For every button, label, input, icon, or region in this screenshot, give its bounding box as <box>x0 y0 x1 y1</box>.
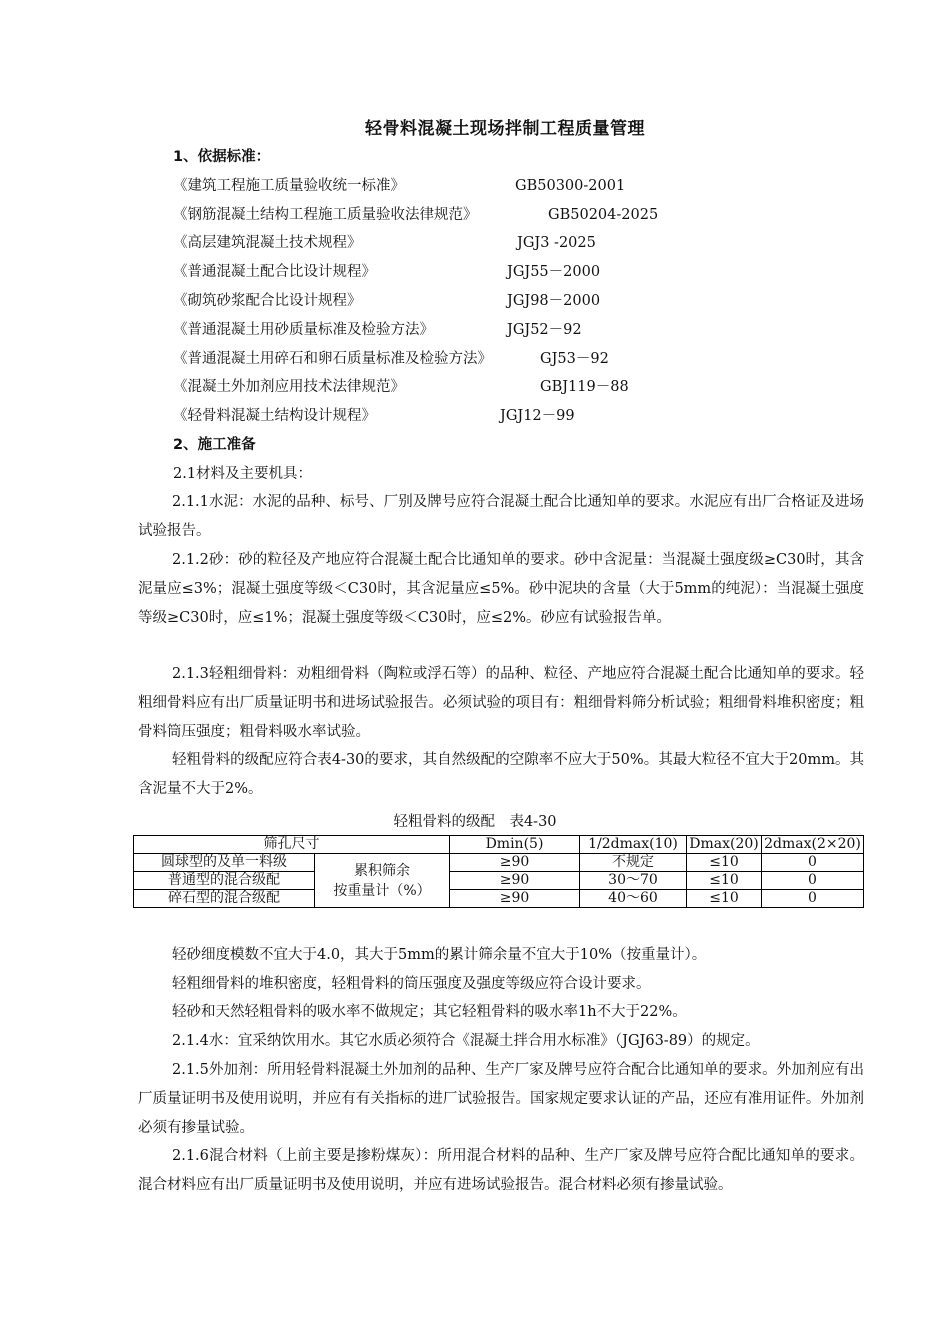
grading-table <box>133 835 864 908</box>
table-cell: 碎石型的混合级配 <box>134 890 315 908</box>
paragraph-lightweight-aggregate: 2.1.3轻粗细骨料：劝粗细骨料（陶粒或浮石等）的品种、粒径、产地应符合混凝土配合比通知单的要求。轻粗细骨料应有出厂质量证明书和进场试验报告。必须试验的项目有：粗细骨料筛分析试验；粗细骨料堆积密度；粗骨料筒压强度；粗骨料吸水率试验。 <box>138 666 864 740</box>
table-cell: ≥90 <box>450 854 580 872</box>
table-cell: ≤10 <box>687 872 762 890</box>
document-page: 轻骨料混凝土现场拌制工程质量管理 1、依据标准： 《建筑工程施工质量验收统一标准》 GB50300-2001 《钢筋混凝土结构工程施工质量验收法律规范》 GB50204-2025 《高层建筑混凝土技术规程》 JGJ3 -2025 《普通混凝土配合比设计规程》 JGJ55－2000 《砌筑砂浆配合比设计规程》 JGJ98－2000 《普通混凝土用砂质量标准及检验方法》 JGJ52－92 《普通混凝土用碎石和卵石质量标准及检验方法》 GJ53－92 《混凝土外加剂应用技术法律规范》 GBJ119－88 《轻骨料混凝土结构设计规程》 JGJ12－99 2、施工准备 2.1材料及主要机具： 2.1.1水泥：水泥的品种、标号、厂别及牌号应符合混凝土配合比通知单的要求。水泥应有出厂合格证及进场试验报告。 2.1.2砂：砂的粒径及产地应符合混凝土配合比通知单的要求。砂中含泥量：当混凝土强度级≥C30时，其含泥量应≤3%；混凝土强度等级＜C30时，其含泥量应≤5%。砂中泥块的含量（大于5mm的纯泥）：当混凝土强度等级≥C30时，应≤1%；混凝土强度等级＜C30时，应≤2%。砂应有试验报告单。 2.1.3轻粗细骨料：劝粗细骨料（陶粒或浮石等）的品种、粒径、产地应符合混凝土配合比通知单的要求。轻粗细骨料应有出厂质量证明书和进场试验报告。必须试验的项目有：粗细骨料筛分析试验；粗细骨料堆积密度；粗骨料筒压强度；粗骨料吸水率试验。 轻粗骨料的级配应符合表4-30的要求，其自然级配的空隙率不应大于50%。其最大粒径不宜大于20mm。其含泥量不大于2%。 轻粗骨料的级配 表4-30 筛孔尺寸 Dmin(5) 1/2dmax(10) Dmax(20) 2dmax(2×20) 圆球型的及单一料级 累积筛余 按重量计（%） ≥90 不规定 ≤10 0 普通型的混合级配 ≥90 30～70 ≤10 0 碎石型的混合级配 ≥90 40～60 ≤10 0 轻砂细度模数不宜大于4.0，其大于5mm的累计筛余量不宜大于10%（按重量计）。 轻粗细骨料的堆积密度，轻粗骨料的筒压强度及强度等级应符合设计要求。 轻砂和天然轻粗骨料的吸水率不做规定；其它轻粗骨料的吸水率1h不大于22%。 2.1.4水：宜采纳饮用水。其它水质必须符合《混凝土拌合用水标准》（JGJ63-89）的规定。 2.1.5外加剂：所用轻骨料混凝土外加剂的品种、生产厂家及牌号应符合配合比通知单的要求。外加剂应有出厂质量证明书及使用说明，并应有有关指标的进厂试验报告。国家规定要求认证的产品，还应有准用证件。外加剂必须有掺量试验。 2.1.6混合材料（上前主要是掺粉煤灰）：所用混合材料的品种、生产厂家及牌号应符合配比通知单的要求。混合材料应有出厂质量证明书及使用说明，并应有进场试验报告。混合材料必须有掺量试验。 <box>0 0 950 1344</box>
table-header-cell: 1/2dmax(10) <box>580 836 687 854</box>
paragraph-admixture: 2.1.5外加剂：所用轻骨料混凝土外加剂的品种、生产厂家及牌号应符合配合比通知单的要求。外加剂应有出厂质量证明书及使用说明，并应有有关指标的进厂试验报告。国家规定要求认证的产品，还应有准用证件。外加剂必须有掺量试验。 <box>138 1062 864 1136</box>
table-header-cell: 筛孔尺寸 <box>134 836 450 854</box>
paragraph-absorption: 轻砂和天然轻粗骨料的吸水率不做规定；其它轻粗骨料的吸水率1h不大于22%。 <box>172 1004 687 1020</box>
paragraph-cement: 2.1.1水泥：水泥的品种、标号、厂别及牌号应符合混凝土配合比通知单的要求。水泥应有出厂合格证及进场试验报告。 <box>138 494 864 539</box>
paragraph-mixed-material: 2.1.6混合材料（上前主要是掺粉煤灰）：所用混合材料的品种、生产厂家及牌号应符合配比通知单的要求。混合材料应有出厂质量证明书及使用说明，并应有进场试验报告。混合材料必须有掺量试验。 <box>138 1148 864 1193</box>
sub-heading-materials: 2.1材料及主要机具： <box>173 466 313 482</box>
table-header-cell: Dmin(5) <box>450 836 580 854</box>
paragraph-density: 轻粗细骨料的堆积密度，轻粗骨料的筒压强度及强度等级应符合设计要求。 <box>172 976 651 992</box>
table-cell: 不规定 <box>580 854 687 872</box>
paragraph-water: 2.1.4水：宜采纳饮用水。其它水质必须符合《混凝土拌合用水标准》（JGJ63-89）的规定。 <box>172 1033 760 1049</box>
merged-label-line: 按重量计（%） <box>333 882 431 899</box>
table-cell: ≤10 <box>687 854 762 872</box>
table-cell: 普通型的混合级配 <box>134 872 315 890</box>
table-cell: ≥90 <box>450 890 580 908</box>
table-caption: 轻粗骨料的级配 表4-30 <box>393 814 557 830</box>
table-cell: 0 <box>762 872 864 890</box>
table-cell: 40～60 <box>580 890 687 908</box>
merged-label-line: 累积筛余 <box>354 862 410 879</box>
table-cell: ≤10 <box>687 890 762 908</box>
section-heading-preparation: 2、施工准备 <box>173 437 256 453</box>
table-cell: 30～70 <box>580 872 687 890</box>
table-cell: 0 <box>762 854 864 872</box>
table-header-row <box>134 836 864 854</box>
table-header-cell: 2dmax(2×20) <box>762 836 864 854</box>
paragraph-grading: 轻粗骨料的级配应符合表4-30的要求，其自然级配的空隙率不应大于50%。其最大粒径不宜大于20mm。其含泥量不大于2%。 <box>138 752 864 797</box>
paragraph-sand: 2.1.2砂：砂的粒径及产地应符合混凝土配合比通知单的要求。砂中含泥量：当混凝土强度级≥C30时，其含泥量应≤3%；混凝土强度等级＜C30时，其含泥量应≤5%。砂中泥块的含量（大于5mm的纯泥）：当混凝土强度等级≥C30时，应≤1%；混凝土强度等级＜C30时，应≤2%。砂应有试验报告单。 <box>138 552 864 626</box>
paragraph-fineness: 轻砂细度模数不宜大于4.0，其大于5mm的累计筛余量不宜大于10%（按重量计）。 <box>172 947 707 963</box>
table-cell: 0 <box>762 890 864 908</box>
table-header-cell: Dmax(20) <box>687 836 762 854</box>
table-row <box>134 890 864 908</box>
document-title: 轻骨料混凝土现场拌制工程质量管理 <box>365 119 645 139</box>
table-cell: 圆球型的及单一料级 <box>134 854 315 872</box>
table-row <box>134 854 864 872</box>
table-cell: ≥90 <box>450 872 580 890</box>
table-merged-cell <box>315 854 450 908</box>
section-heading-standards: 1、依据标准： <box>173 149 271 165</box>
table-row <box>134 872 864 890</box>
